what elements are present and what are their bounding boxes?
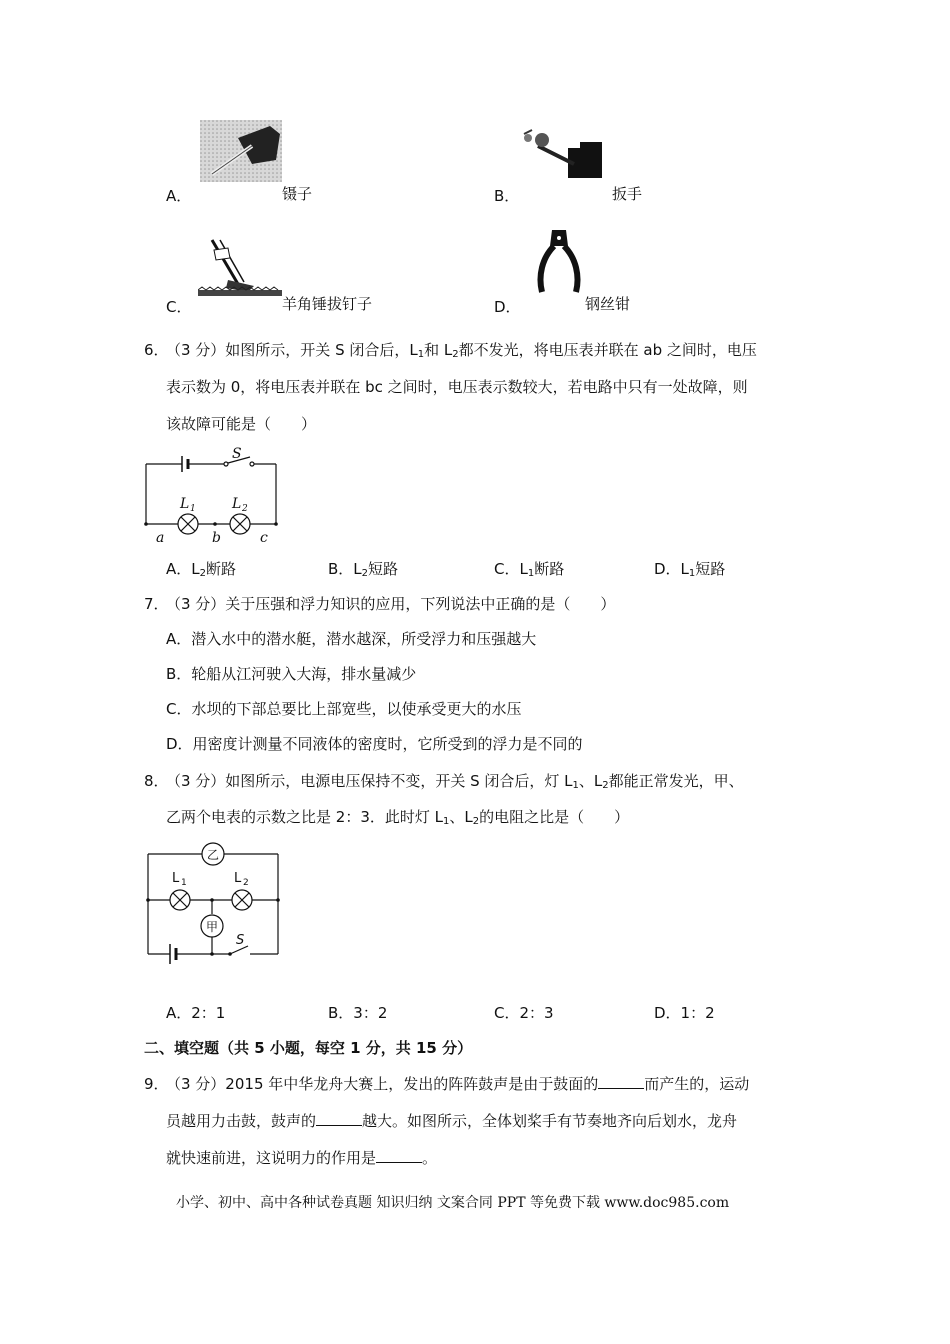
q6-option-b: B．$L_2$短路 bbox=[328, 560, 399, 579]
q6-lamp2-sub: 2 bbox=[242, 504, 248, 514]
q8-option-c: C．2：3 bbox=[494, 1004, 554, 1022]
q7-option-d: D．用密度计测量不同液体的密度时，它所受到的浮力是不同的 bbox=[166, 735, 583, 753]
q7-stem: （3 分）关于压强和浮力知识的应用，下列说法中正确的是（ ） bbox=[166, 595, 616, 613]
q8-meter-yi-label: 乙 bbox=[206, 848, 220, 862]
q9-blank-2[interactable] bbox=[316, 1111, 362, 1126]
claw-hammer-image bbox=[198, 236, 282, 300]
q8-circuit-diagram bbox=[144, 840, 286, 968]
q8-lamp1-label: L bbox=[172, 871, 180, 886]
q6-number: 6． bbox=[144, 341, 169, 359]
q5-option-b-name: 扳手 bbox=[612, 185, 643, 203]
q6-option-d: D．$L_1$短路 bbox=[654, 560, 726, 579]
q7-option-c: C．水坝的下部总要比上部宽些，以使承受更大的水压 bbox=[166, 700, 522, 718]
q6-circuit-diagram bbox=[142, 444, 284, 548]
q8-meter-jia-label: 甲 bbox=[205, 920, 219, 934]
q9-blank-3[interactable] bbox=[376, 1148, 422, 1163]
q8-line1: （3 分）如图所示，电源电压保持不变，开关 S 闭合后，灯 $L_1$、$L_2$都能正常发光，甲、 bbox=[166, 772, 744, 791]
q8-lamp2-sub: 2 bbox=[243, 878, 249, 888]
q9-line3: 就快速前进，这说明力的作用是 。 bbox=[166, 1149, 438, 1167]
q6-option-a: A．$L_2$断路 bbox=[166, 560, 237, 579]
q9-blank-1[interactable] bbox=[598, 1074, 644, 1089]
q8-line2: 乙两个电表的示数之比是 2：3．此时灯 $L_1$、$L_2$的电阻之比是（ ） bbox=[166, 808, 630, 827]
q6-line3: 该故障可能是（ ） bbox=[166, 415, 317, 433]
q6-switch-label: S bbox=[232, 446, 242, 462]
q6-line2: 表示数为 0，将电压表并联在 bc 之间时，电压表示数较大，若电路中只有一处故障，则 bbox=[166, 378, 748, 396]
q5-option-a-letter: A． bbox=[166, 187, 192, 205]
q5-option-c-letter: C． bbox=[166, 298, 192, 316]
q6-point-c: c bbox=[260, 530, 268, 546]
q5-option-b-letter: B． bbox=[494, 187, 520, 205]
q6-lamp2-label: L bbox=[232, 496, 242, 512]
q5-option-c-name: 羊角锤拔钉子 bbox=[282, 295, 373, 313]
q8-option-b: B．3：2 bbox=[328, 1004, 388, 1022]
q7-number: 7． bbox=[144, 595, 169, 613]
q8-lamp2-label: L bbox=[234, 871, 242, 886]
q6-point-a: a bbox=[156, 530, 165, 546]
q8-option-d: D．1：2 bbox=[654, 1004, 715, 1022]
q5-option-a-name: 镊子 bbox=[282, 185, 313, 203]
q8-number: 8． bbox=[144, 772, 169, 790]
q5-option-d-name: 钢丝钳 bbox=[585, 295, 631, 313]
q6-line1: （3 分）如图所示，开关 S 闭合后，$L_1$和 $L_2$都不发光，将电压表并联在 ab 之间时，电压 bbox=[166, 341, 757, 360]
q9-line1: （3 分）2015 年中华龙舟大赛上，发出的阵阵鼓声是由于鼓面的 而产生的，运动 bbox=[166, 1075, 750, 1093]
q7-option-a: A．潜入水中的潜水艇，潜水越深，所受浮力和压强越大 bbox=[166, 630, 537, 648]
q5-option-d-letter: D． bbox=[494, 298, 521, 316]
page-footer: 小学、初中、高中各种试卷真题 知识归纳 文案合同 PPT 等免费下载 www.doc985.com bbox=[176, 1195, 730, 1211]
section-heading: 二、填空题（共 5 小题，每空 1 分，共 15 分） bbox=[144, 1039, 473, 1057]
tweezers-image bbox=[200, 120, 282, 182]
q7-option-b: B．轮船从江河驶入大海，排水量减少 bbox=[166, 665, 417, 683]
q8-switch-label: S bbox=[236, 933, 245, 948]
pliers-image bbox=[532, 228, 586, 296]
q6-lamp1-sub: 1 bbox=[190, 504, 196, 514]
q9-line2: 员越用力击鼓，鼓声的 越大。如图所示，全体划桨手有节奏地齐向后划水，龙舟 bbox=[166, 1112, 738, 1130]
q6-option-c: C．$L_1$断路 bbox=[494, 560, 565, 579]
q9-number: 9． bbox=[144, 1075, 169, 1093]
wrench-image bbox=[518, 120, 610, 182]
q8-lamp1-sub: 1 bbox=[181, 878, 187, 888]
q8-option-a: A．2：1 bbox=[166, 1004, 226, 1022]
q6-lamp1-label: L bbox=[180, 496, 190, 512]
q6-point-b: b bbox=[212, 530, 221, 546]
